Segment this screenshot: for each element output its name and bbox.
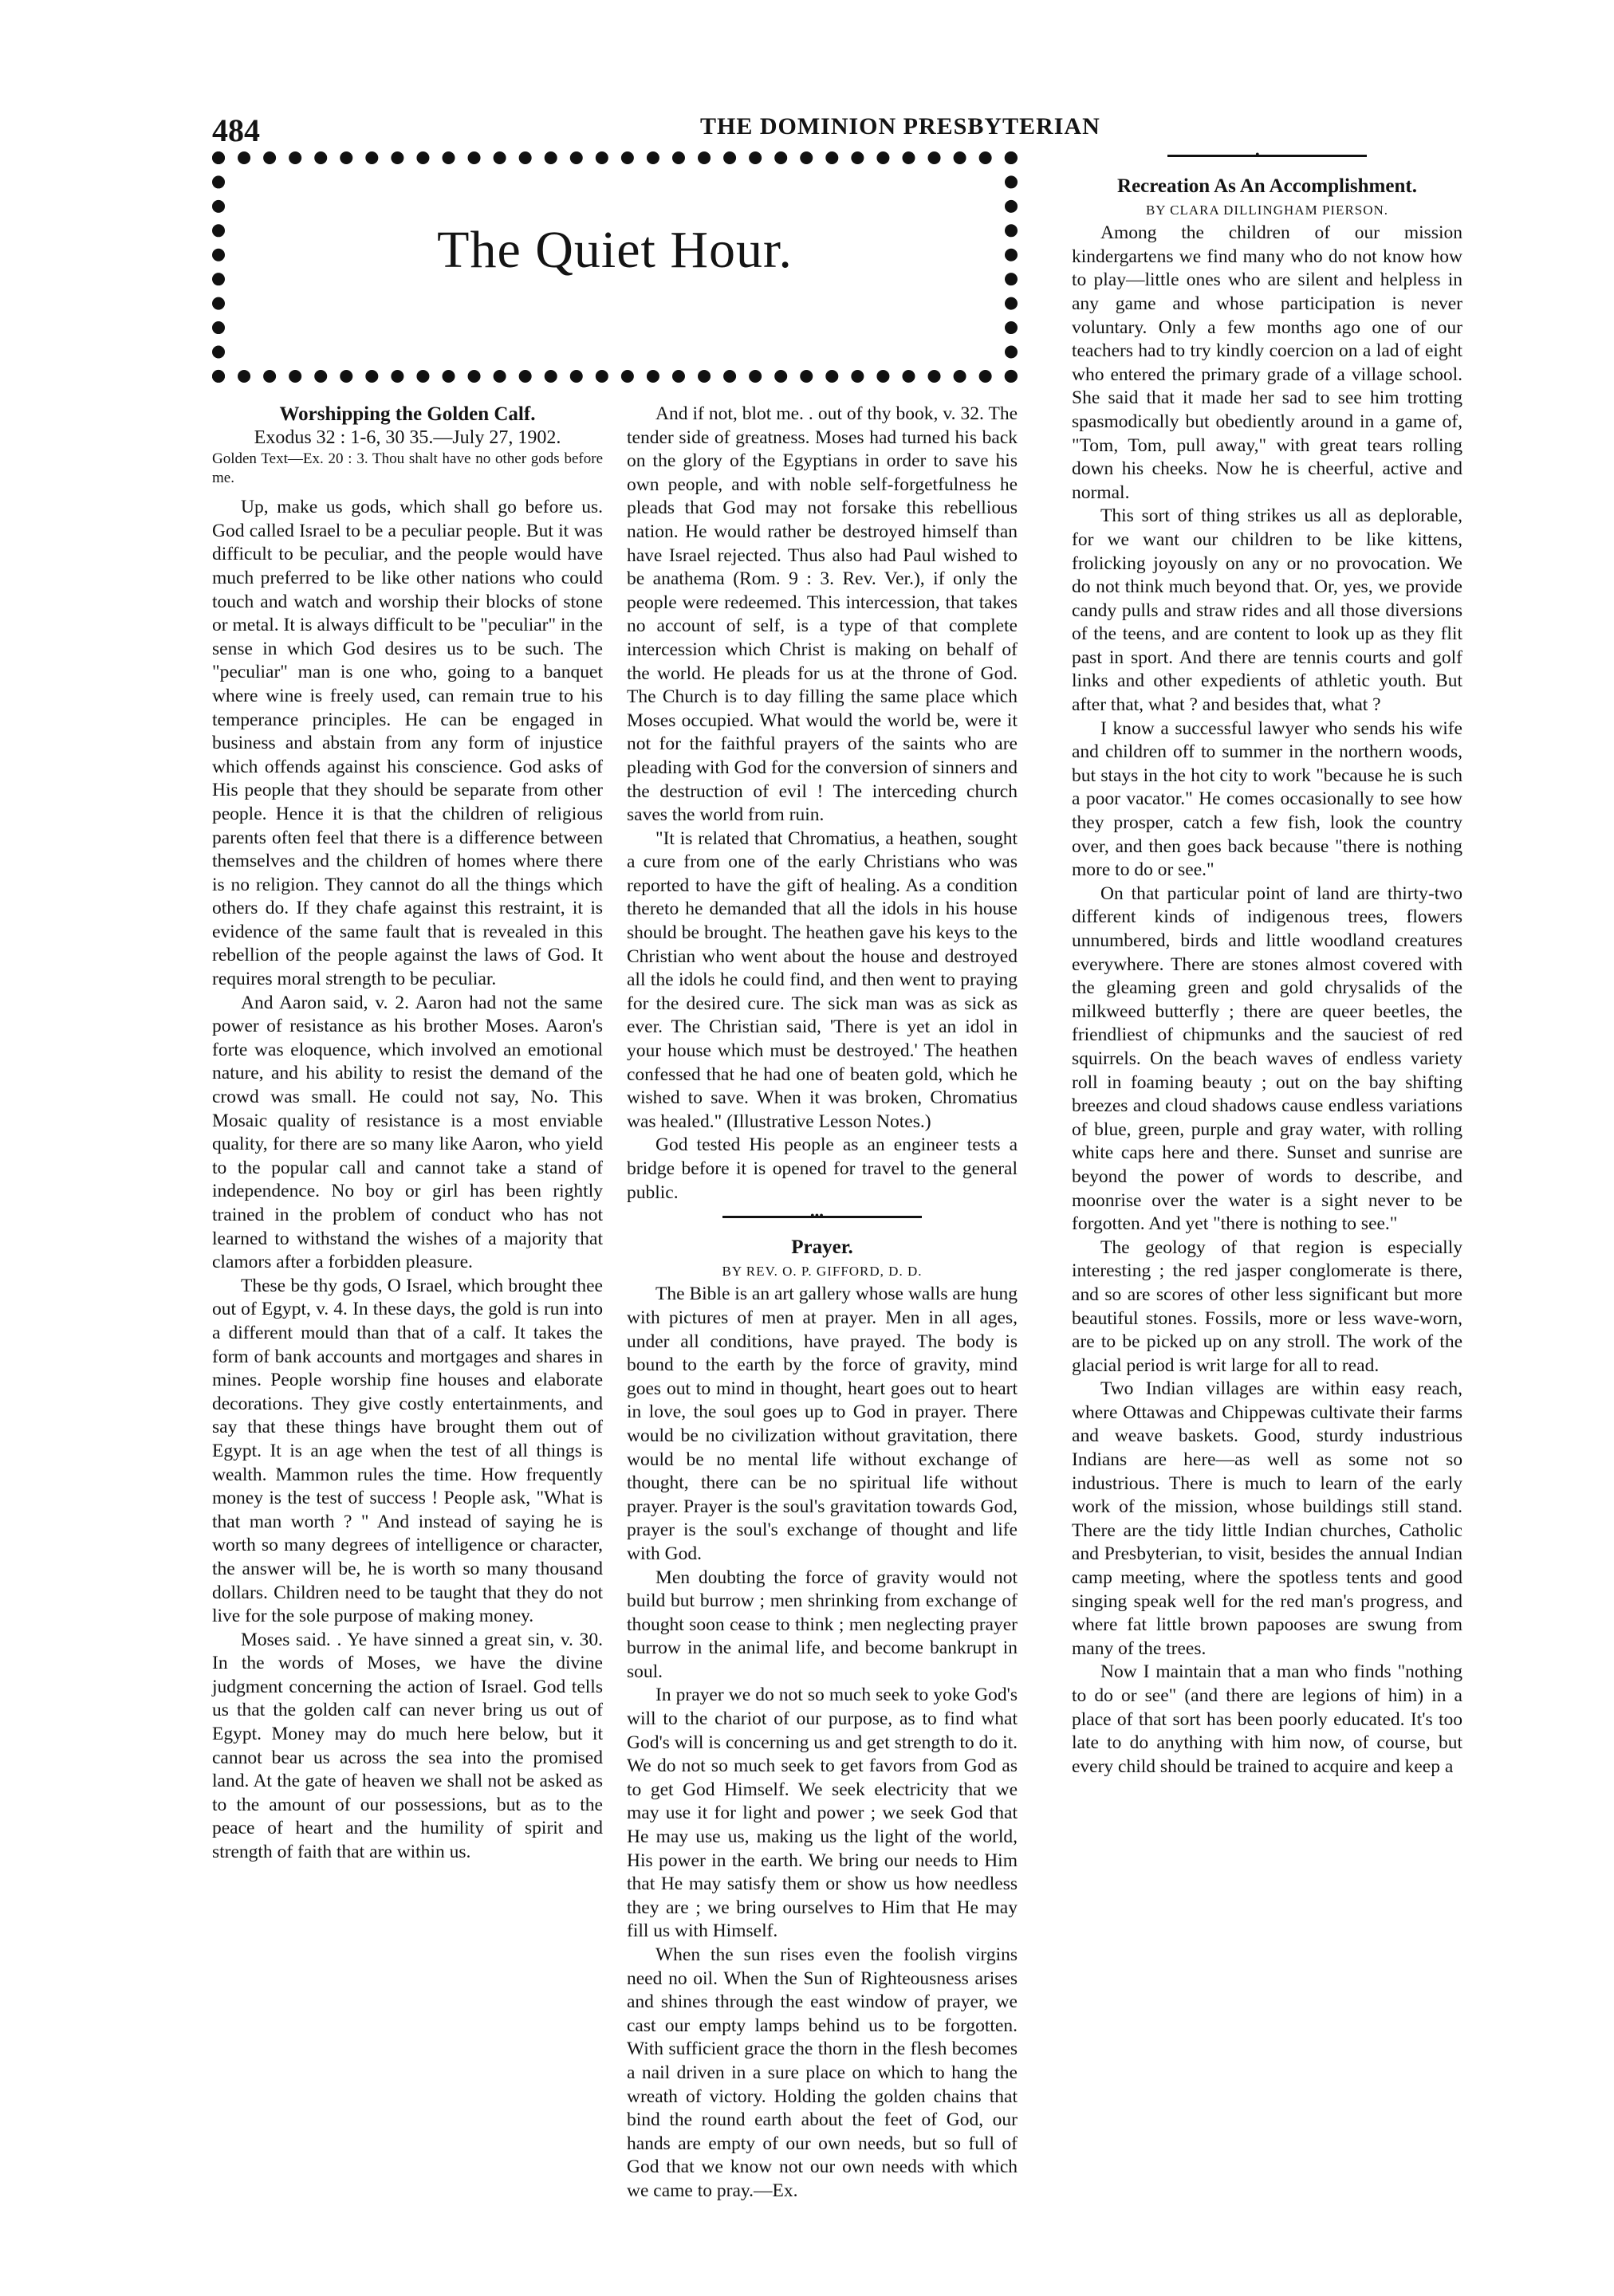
article-paragraph: Among the children of our mission kindergartens we find many who do not know how to play—little ones who are silent and helpless in any game and whose participation is never voluntary. Only a few months ago one of our teachers had to try kindly coercion on a lad of eight who entered the primary grade of a village school. She said that it made her sad to see him trotting spasmodically but obediently around in a game of, "Tom, Tom, pull away," with great tears rolling down his cheeks. Now he is cheerful, active and normal. bbox=[1072, 222, 1462, 503]
scripture-reference: Exodus 32 : 1-6, 30 35.—July 27, 1902. bbox=[254, 427, 561, 448]
section-banner bbox=[212, 151, 1018, 383]
column-3 bbox=[1072, 144, 1462, 1779]
article-paragraph: Moses said. . Ye have sinned a great sin, v. 30. In the words of Moses, we have the divine judgment concerning the action of Israel. God tells us that the golden calf can never bring us out of Egypt. Money may do much here below, but it cannot bear us across the sea into the promised land. At the gate of heaven we shall not be asked as to the amount of our possessions, but as to the peace of heart and the humility of spirit and strength of faith that are within us. bbox=[212, 1629, 603, 1863]
article-byline: BY CLARA DILLINGHAM PIERSON. bbox=[1145, 202, 1389, 218]
column-1 bbox=[212, 403, 603, 1865]
page-number: 484 bbox=[212, 112, 260, 148]
article-paragraph: Men doubting the force of gravity would not build but burrow ; men shrinking from exchange of thought soon cease to think ; men neglecting prayer burrow in the animal life, and become bankrupt in soul. bbox=[627, 1567, 1018, 1682]
newspaper-page bbox=[174, 112, 1498, 2232]
article-paragraph: And Aaron said, v. 2. Aaron had not the same power of resistance as his brother Moses. Aaron's forte was eloquence, which involved an emotional nature, and his ability to resist the demand of the crowd was small. He could not say, No. This Mosaic quality of resistance is a most enviable quality, for there are so many like Aaron, who yield to the popular call and cannot take a stand of independence. No boy or girl has been rightly trained in the problem of conduct who has not learned to withstand the wishes of a majority that clamors after a forbidden pleasure. bbox=[212, 992, 603, 1273]
article-paragraph: Two Indian villages are within easy reach, where Ottawas and Chippewas cultivate their farms and weave baskets. Good, sturdy industrious Indians are here—as well as some not so industrious. There is much to learn of the early work of the mission, whose buildings still stand. There are the tidy little Indian churches, Catholic and Presbyterian, to visit, besides the annual Indian camp meeting, where the spotless tents and good singing speak well for the red man's progress, and where fat little brown papooses are swung from many of the trees. bbox=[1072, 1378, 1462, 1659]
section-title: The Quiet Hour. bbox=[437, 221, 793, 279]
article-headline: Prayer. bbox=[791, 1236, 853, 1259]
article-paragraph: Up, make us gods, which shall go before us. God called Israel to be a peculiar people. But it was difficult to be peculiar, and the people would have much preferred to be like other nations who could touch and watch and worship their blocks of stone or metal. It is always difficult to be "peculiar" in the sense in which God desires us to be such. The "peculiar" man is one who, going to a banquet where wine is freely used, can remain true to his temperance principles. He can be engaged in business and abstain from any form of injustice which offends against his conscience. God asks of His people that they should be separate from other people. Hence it is that the children of religious parents often feel that there is a difference between themselves and the children of homes where there is no religion. They cannot do all the things which others do. If they chafe against this restraint, it is evidence of the same fault that is revealed in this rebellion of the people against the laws of God. It requires moral strength to be peculiar. bbox=[212, 497, 603, 990]
article-paragraph: These be thy gods, O Israel, which brought thee out of Egypt, v. 4. In these days, the gold is run into a different mould than that of a calf. It takes the form of bank accounts and mortgages and shares in mines. People worship fine houses and elaborate decorations. They give costly entertainments, and say that these things have brought them out of Egypt. It is an age when the test of all things is wealth. Mammon rules the time. How frequently money is the test of success ! People ask, "What is that man worth ? " And instead of saying he is worth so many degrees of intelligence or character, the answer will be, he is worth so many thousand dollars. Children need to be taught that they do not live for the sole purpose of making money. bbox=[212, 1275, 603, 1627]
article-headline: Worshipping the Golden Calf. bbox=[279, 403, 536, 425]
article-paragraph: The Bible is an art gallery whose walls are hung with pictures of men at prayer. Men in all ages, under all conditions, have prayed. The body is bound to the earth by the force of gravity, mind goes out to mind in thought, heart goes out to heart in love, the soul goes up to God in prayer. There would be no civilization without gravitation, there would be no mental life without exchange of thought, there can be no spiritual life without prayer. Prayer is the soul's gravitation towards God, prayer is the soul's exchange of thought and life with God. bbox=[627, 1284, 1018, 1564]
article-paragraph: "It is related that Chromatius, a heathen, sought a cure from one of the early Christians who was reported to have the gift of healing. As a condition thereto he demanded that all the idols in his house should be brought. The heathen gave his keys to the Christian who went about the house and destroyed all the idols he could find, and then went to praying for the desired cure. The sick man was as sick as ever. The Christian said, 'There is yet an idol in your house which must be destroyed.' The heathen confessed that he had one of beaten gold, which he wished to save. When it was broken, Chromatius was healed." (Illustrative Lesson Notes.) bbox=[627, 828, 1018, 1132]
article-paragraph: God tested His people as an engineer tests a bridge before it is opened for travel to the general public. bbox=[627, 1134, 1018, 1203]
article-headline: Recreation As An Accomplishment. bbox=[1117, 175, 1417, 197]
article-paragraph: On that particular point of land are thirty-two different kinds of indigenous trees, flowers unnumbered, birds and little woodland creatures everywhere. There are stones almost covered with the gleaming green and gold chrysalids of the milkweed butterfly ; there are queer beetles, the friendliest of chipmunks and the sauciest of red squirrels. On the beach waves of endless variety roll in foaming beauty ; out on the bay shifting breezes and cloud shadows cause endless variations of blue, green, purple and gray water, with rolling white caps here and there. Sunset and sunrise are beyond the power of words to describe, and moonrise over the water is a sight never to be forgotten. And yet "there is nothing to see." bbox=[1072, 883, 1462, 1235]
article-paragraph: I know a successful lawyer who sends his wife and children off to summer in the northern woods, but stays in the hot city to work "because he is such a poor vacator." He comes occasionally to see how they prosper, catch a few fish, look the country over, and then goes back because "there is nothing more to do or see." bbox=[1072, 718, 1462, 881]
golden-text: Golden Text—Ex. 20 : 3. Thou shalt have no other gods before me. bbox=[212, 450, 603, 487]
section-divider: ••• bbox=[722, 1216, 922, 1218]
article-paragraph: Now I maintain that a man who finds "nothing to do or see" (and there are legions of him) in a place of that sort has been poorly educated. It's too late to do anything with him now, of course, but every child should be trained to acquire and keep a bbox=[1072, 1661, 1462, 1777]
article-paragraph: When the sun rises even the foolish virgins need no oil. When the Sun of Righteousness arises and shines through the east window of prayer, we cast our empty lamps behind us to be forgotten. With sufficient grace the thorn in the flesh becomes a nail driven in a sure place on which to hang the wreath of victory. Holding the golden chains that bind the round earth about the feet of God, our hands are empty of our own needs, but so full of God that we know not our own needs with which we came to pray.—Ex. bbox=[627, 1944, 1018, 2201]
article-byline: BY REV. O. P. GIFFORD, D. D. bbox=[722, 1263, 923, 1279]
column-2 bbox=[627, 403, 1018, 2204]
running-head: THE DOMINION PRESBYTERIAN bbox=[700, 113, 1100, 140]
article-paragraph: The geology of that region is especially interesting ; the red jasper conglomerate is there, and so are scores of other less significant but more beautiful stones. Fossils, more or less wave-worn, are to be picked up on any stroll. The work of the glacial period is writ large for all to read. bbox=[1072, 1236, 1462, 1376]
article-paragraph: And if not, blot me. . out of thy book, v. 32. The tender side of greatness. Moses had turned his back on the glory of the Egyptians in order to save his own people, and with noble self-forgetfulness he pleads that God may not forsake this rebellious nation. He would rather be destroyed himself than have Israel rejected. Thus also had Paul wished to be anathema (Rom. 9 : 3. Rev. Ver.), if only the people were redeemed. This intercession, that takes no account of self, is a type of that complete intercession which Christ is making on behalf of the world. He pleads for us at the throne of God. The Church is to day filling the same place which Moses occupied. What would the world be, were it not for the faithful prayers of the saints who are pleading with God for the conversion of sinners and the destruction of evil ! The interceding church saves the world from ruin. bbox=[627, 403, 1018, 826]
article-paragraph: In prayer we do not so much seek to yoke God's will to the chariot of our purpose, as to find what God's will is concerning us and get strength to do it. We do not so much seek to get favors from God as to get God Himself. We seek electricity that we may use it for light and power ; we seek God that He may use us, making us the light of the world, His power in the earth. We bring our needs to Him that He may satisfy them or show us how needless they are ; we bring ourselves to Him that He may fill us with Himself. bbox=[627, 1685, 1018, 1942]
section-divider: • bbox=[1167, 155, 1367, 157]
article-paragraph: This sort of thing strikes us all as deplorable, for we want our children to be like kittens, frolicking joyously on any or no provocation. We do not think much beyond that. Or, yes, we provide candy pulls and straw rides and all those diversions of the teens, and are content to look up as they flit past in sport. And there are tennis courts and golf links and other expedients of athletic youth. But after that, what ? and besides that, what ? bbox=[1072, 505, 1462, 716]
